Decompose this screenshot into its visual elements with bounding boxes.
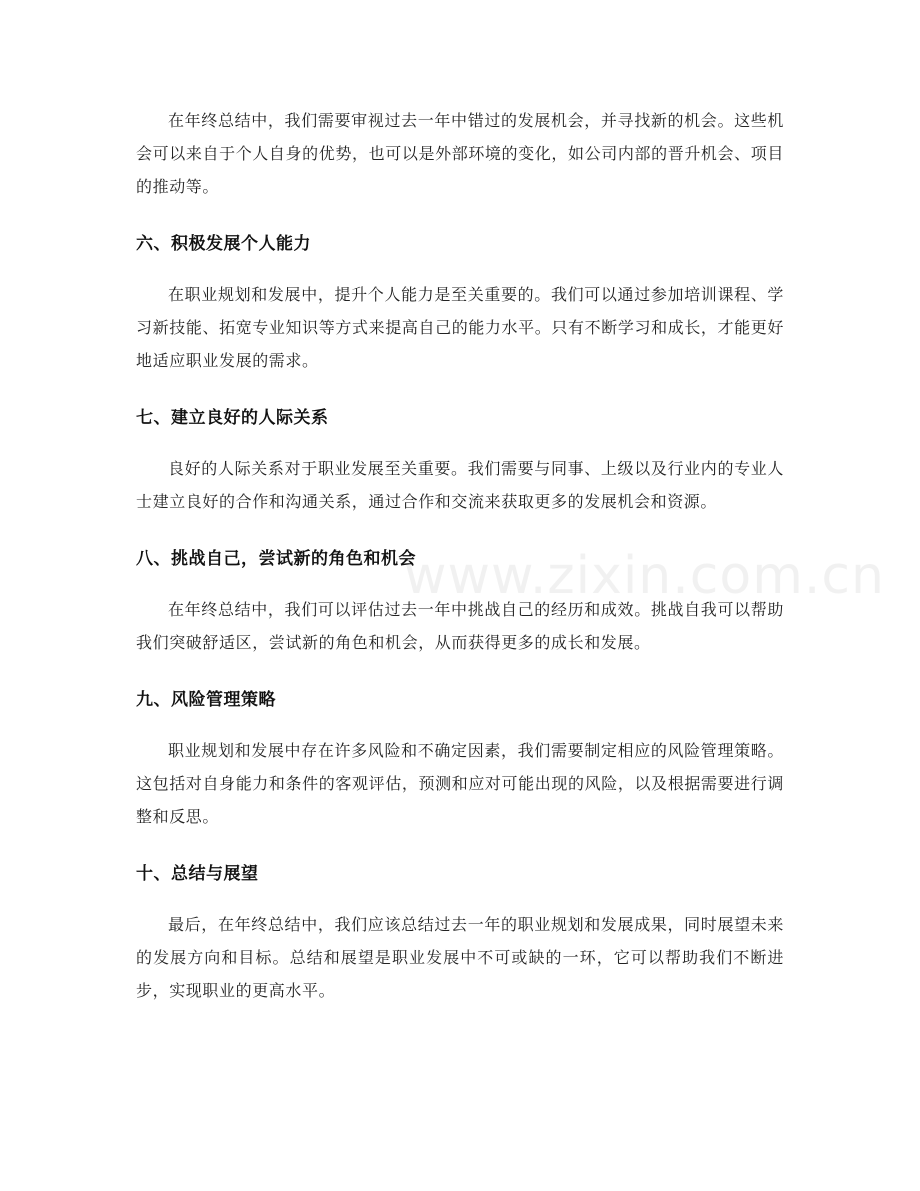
- paragraph-section-7: 良好的人际关系对于职业发展至关重要。我们需要与同事、上级以及行业内的专业人士建立良好的合作和沟通关系，通过合作和交流来获取更多的发展机会和资源。: [136, 459, 784, 511]
- paragraph-opportunities: 在年终总结中，我们需要审视过去一年中错过的发展机会，并寻找新的机会。这些机会可以来自于个人自身的优势，也可以是外部环境的变化，如公司内部的晋升机会、项目的推动等。: [136, 111, 784, 196]
- section-heading-7: 七、建立良好的人际关系: [136, 408, 329, 428]
- section-heading-8: 八、挑战自己，尝试新的角色和机会: [136, 549, 416, 569]
- paragraph-section-6: 在职业规划和发展中，提升个人能力是至关重要的。我们可以通过参加培训课程、学习新技能、拓宽专业知识等方式来提高自己的能力水平。只有不断学习和成长，才能更好地适应职业发展的需求。: [136, 285, 784, 370]
- paragraph-section-10: 最后，在年终总结中，我们应该总结过去一年的职业规划和发展成果，同时展望未来的发展方向和目标。总结和展望是职业发展中不可或缺的一环，它可以帮助我们不断进步，实现职业的更高水平。: [136, 915, 784, 1000]
- section-heading-10: 十、总结与展望: [136, 864, 259, 884]
- watermark-text: www.zixin.com.cn: [404, 546, 885, 606]
- paragraph-section-9: 职业规划和发展中存在许多风险和不确定因素，我们需要制定相应的风险管理策略。这包括对自身能力和条件的客观评估，预测和应对可能出现的风险，以及根据需要进行调整和反思。: [136, 741, 784, 826]
- section-heading-9: 九、风险管理策略: [136, 690, 276, 710]
- section-heading-6: 六、积极发展个人能力: [136, 234, 311, 254]
- paragraph-section-8: 在年终总结中，我们可以评估过去一年中挑战自己的经历和成效。挑战自我可以帮助我们突破舒适区，尝试新的角色和机会，从而获得更多的成长和发展。: [136, 600, 784, 652]
